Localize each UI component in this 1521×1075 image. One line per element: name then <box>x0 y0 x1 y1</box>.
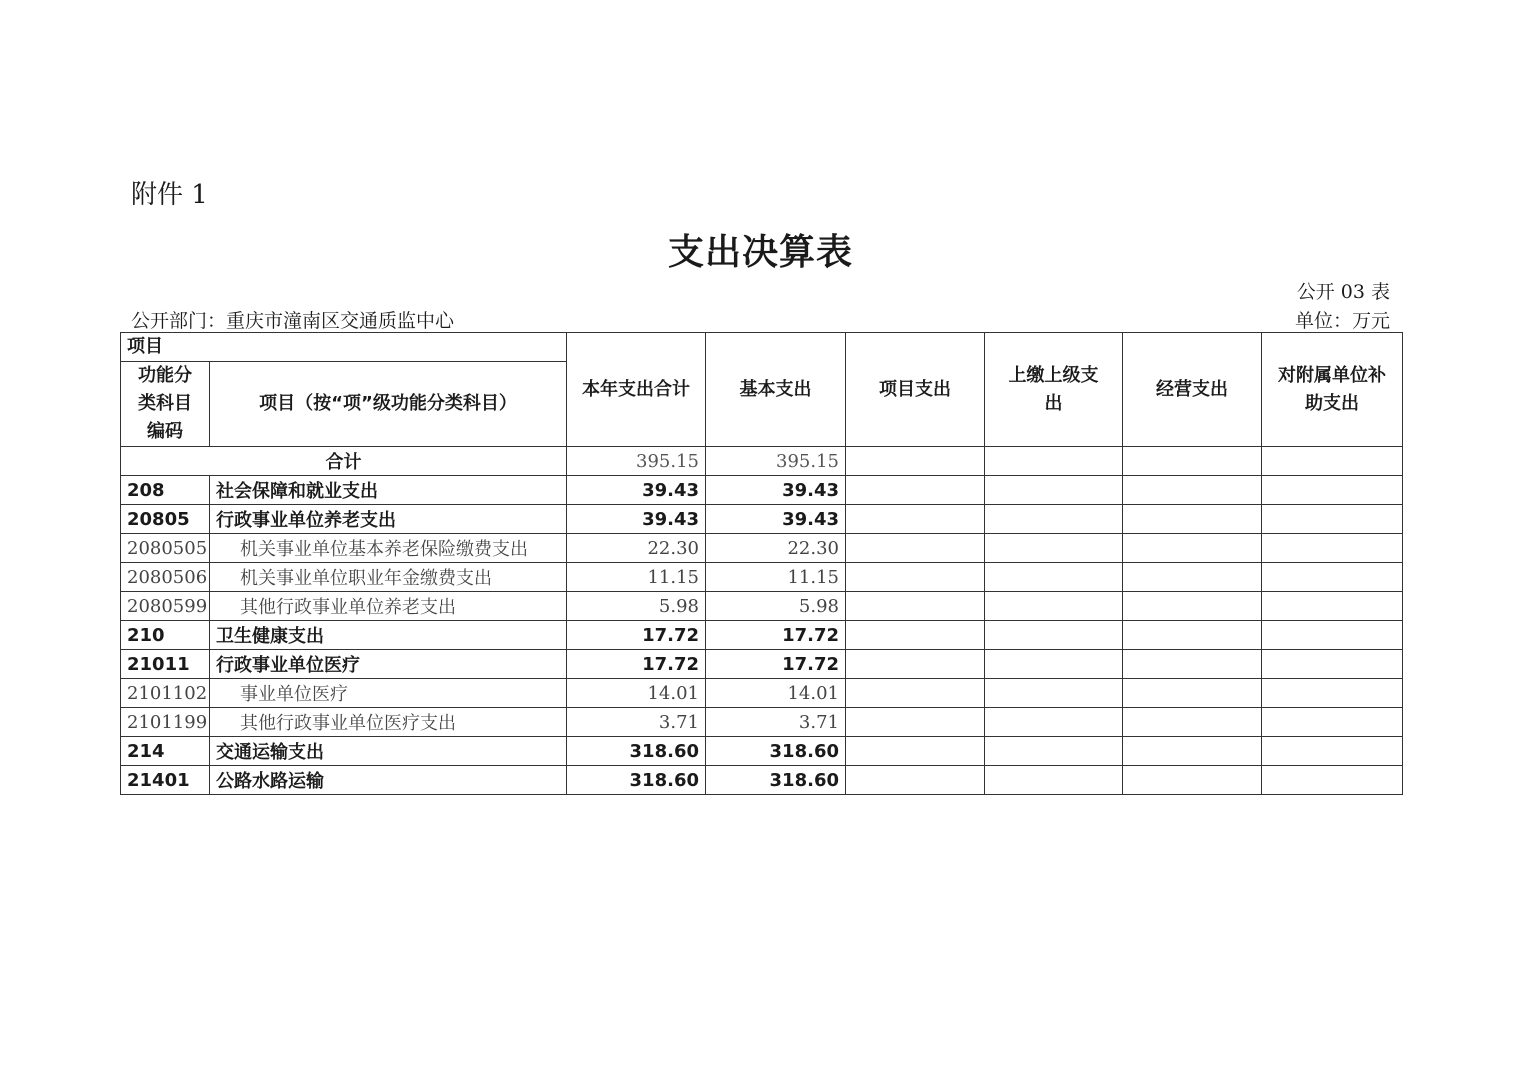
row-subsidy <box>1262 505 1403 534</box>
row-basic: 22.30 <box>706 534 846 563</box>
attachment-label: 附件 1 <box>131 180 208 210</box>
row-subsidy <box>1262 766 1403 795</box>
row-basic: 318.60 <box>706 766 846 795</box>
row-project-expense <box>846 650 985 679</box>
row-business <box>1123 708 1262 737</box>
row-basic: 17.72 <box>706 621 846 650</box>
row-superior <box>985 534 1123 563</box>
row-code: 2080506 <box>121 563 210 592</box>
row-business <box>1123 534 1262 563</box>
row-name: 其他行政事业单位医疗支出 <box>210 708 567 737</box>
row-superior <box>985 650 1123 679</box>
row-name: 其他行政事业单位养老支出 <box>210 592 567 621</box>
row-business <box>1123 621 1262 650</box>
row-total: 14.01 <box>567 679 706 708</box>
header-business: 经营支出 <box>1123 333 1262 447</box>
row-business <box>1123 476 1262 505</box>
expenditure-table <box>120 332 1403 795</box>
row-subsidy <box>1262 476 1403 505</box>
row-total: 17.72 <box>567 621 706 650</box>
table-row <box>121 505 1403 534</box>
unit-label: 单位：万元 <box>1294 310 1390 332</box>
header-code: 功能分类科目编码 <box>121 362 210 447</box>
row-subsidy <box>1262 708 1403 737</box>
row-business <box>1123 650 1262 679</box>
row-project-expense <box>846 592 985 621</box>
total-label: 合计 <box>121 447 567 476</box>
row-total: 11.15 <box>567 563 706 592</box>
row-business <box>1123 592 1262 621</box>
department-label: 公开部门：重庆市潼南区交通质监中心 <box>131 310 455 332</box>
row-superior <box>985 476 1123 505</box>
total-sum: 395.15 <box>567 447 706 476</box>
row-subsidy <box>1262 621 1403 650</box>
row-code: 20805 <box>121 505 210 534</box>
row-name: 社会保障和就业支出 <box>210 476 567 505</box>
row-basic: 11.15 <box>706 563 846 592</box>
row-total: 39.43 <box>567 505 706 534</box>
row-total: 3.71 <box>567 708 706 737</box>
header-project-expense: 项目支出 <box>846 333 985 447</box>
row-basic: 39.43 <box>706 476 846 505</box>
row-project-expense <box>846 534 985 563</box>
row-name: 机关事业单位基本养老保险缴费支出 <box>210 534 567 563</box>
row-basic: 5.98 <box>706 592 846 621</box>
row-code: 210 <box>121 621 210 650</box>
row-business <box>1123 679 1262 708</box>
row-basic: 17.72 <box>706 650 846 679</box>
row-total: 318.60 <box>567 737 706 766</box>
table-row <box>121 679 1403 708</box>
row-code: 21011 <box>121 650 210 679</box>
form-number: 公开 03 表 <box>1296 281 1390 303</box>
row-superior <box>985 679 1123 708</box>
row-code: 2080599 <box>121 592 210 621</box>
row-superior <box>985 505 1123 534</box>
header-total: 本年支出合计 <box>567 333 706 447</box>
row-subsidy <box>1262 563 1403 592</box>
row-code: 2101199 <box>121 708 210 737</box>
row-superior <box>985 766 1123 795</box>
row-basic: 39.43 <box>706 505 846 534</box>
row-code: 21401 <box>121 766 210 795</box>
table-row <box>121 650 1403 679</box>
row-basic: 14.01 <box>706 679 846 708</box>
table-row <box>121 621 1403 650</box>
row-project-expense <box>846 621 985 650</box>
row-total: 318.60 <box>567 766 706 795</box>
row-superior <box>985 708 1123 737</box>
row-code: 2101102 <box>121 679 210 708</box>
row-superior <box>985 737 1123 766</box>
header-subsidy: 对附属单位补助支出 <box>1262 333 1403 447</box>
row-name: 卫生健康支出 <box>210 621 567 650</box>
row-project-expense <box>846 766 985 795</box>
total-row <box>121 447 1403 476</box>
header-name: 项目（按“项”级功能分类科目） <box>210 362 567 447</box>
header-basic: 基本支出 <box>706 333 846 447</box>
row-name: 事业单位医疗 <box>210 679 567 708</box>
row-business <box>1123 563 1262 592</box>
row-project-expense <box>846 708 985 737</box>
table-row <box>121 737 1403 766</box>
row-subsidy <box>1262 650 1403 679</box>
row-basic: 3.71 <box>706 708 846 737</box>
row-project-expense <box>846 563 985 592</box>
row-subsidy <box>1262 679 1403 708</box>
table-row <box>121 563 1403 592</box>
row-name: 行政事业单位养老支出 <box>210 505 567 534</box>
table-row <box>121 476 1403 505</box>
row-total: 17.72 <box>567 650 706 679</box>
row-name: 行政事业单位医疗 <box>210 650 567 679</box>
table-row <box>121 708 1403 737</box>
table-row <box>121 534 1403 563</box>
row-code: 214 <box>121 737 210 766</box>
row-project-expense <box>846 505 985 534</box>
total-basic: 395.15 <box>706 447 846 476</box>
row-total: 39.43 <box>567 476 706 505</box>
row-business <box>1123 737 1262 766</box>
row-subsidy <box>1262 737 1403 766</box>
row-total: 5.98 <box>567 592 706 621</box>
row-project-expense <box>846 737 985 766</box>
row-superior <box>985 563 1123 592</box>
row-business <box>1123 766 1262 795</box>
header-project: 项目 <box>121 333 567 362</box>
row-name: 公路水路运输 <box>210 766 567 795</box>
row-name: 交通运输支出 <box>210 737 567 766</box>
row-business <box>1123 505 1262 534</box>
row-code: 2080505 <box>121 534 210 563</box>
row-superior <box>985 621 1123 650</box>
header-row <box>121 333 1403 362</box>
row-code: 208 <box>121 476 210 505</box>
row-name: 机关事业单位职业年金缴费支出 <box>210 563 567 592</box>
row-project-expense <box>846 476 985 505</box>
row-basic: 318.60 <box>706 737 846 766</box>
table-row <box>121 766 1403 795</box>
row-subsidy <box>1262 592 1403 621</box>
header-superior: 上缴上级支出 <box>985 333 1123 447</box>
row-subsidy <box>1262 534 1403 563</box>
row-superior <box>985 592 1123 621</box>
page-title: 支出决算表 <box>667 232 853 273</box>
table-row <box>121 592 1403 621</box>
row-project-expense <box>846 679 985 708</box>
row-total: 22.30 <box>567 534 706 563</box>
